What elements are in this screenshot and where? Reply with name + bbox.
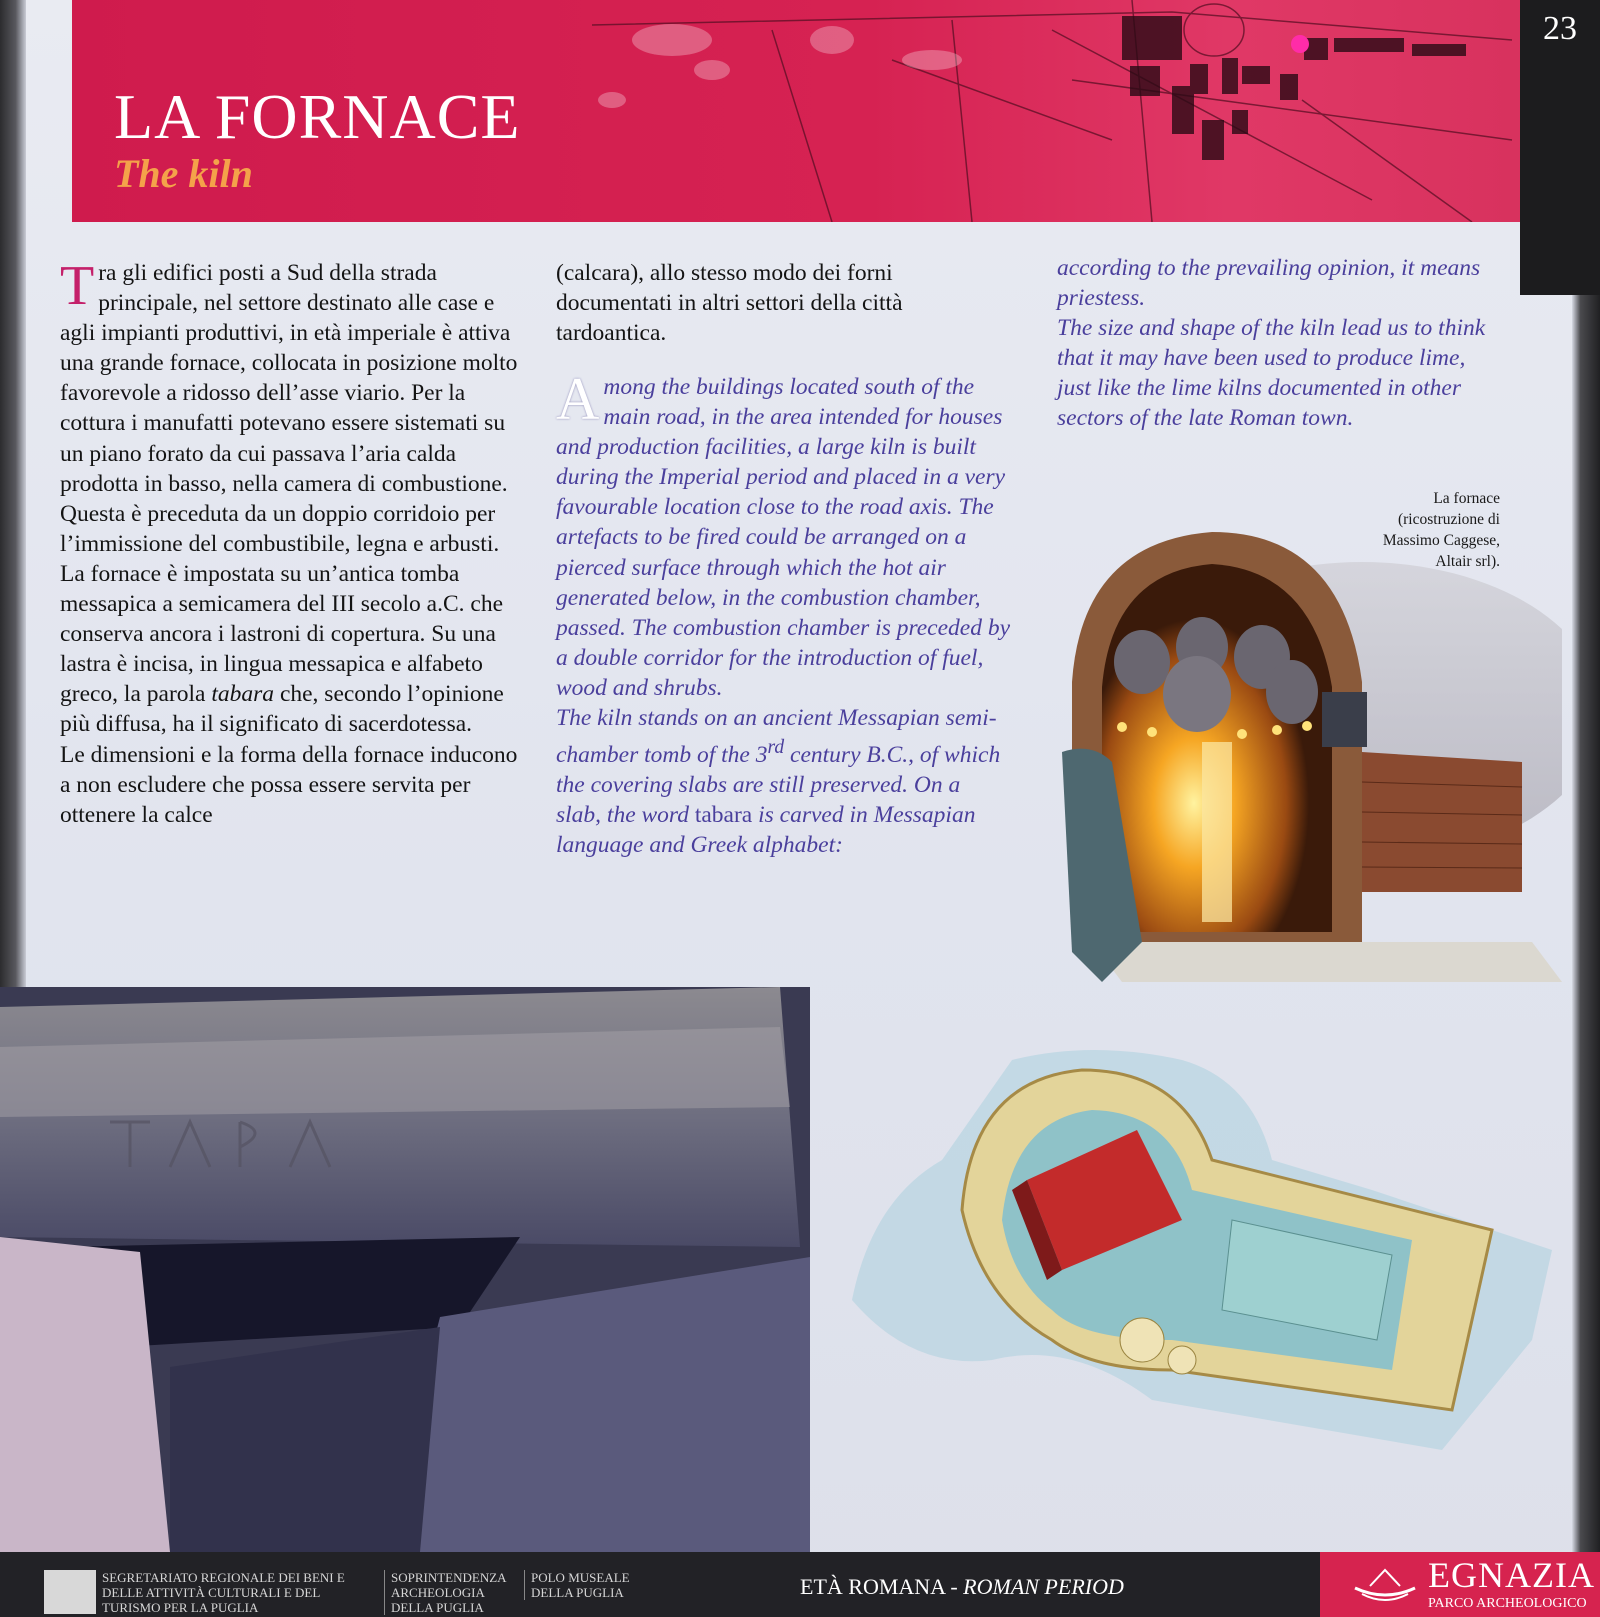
italian-paragraph-1 xyxy=(60,255,518,559)
header-band xyxy=(72,0,1520,222)
kiln-reconstruction-image xyxy=(1062,512,1562,1012)
footer-org-polo-museale: POLO MUSEALE DELLA PUGLIA xyxy=(524,1570,651,1600)
italian-paragraph-2: La fornace è impostata su un’antica tomba messapica a semicamera del III secolo a.C. che conserva ancora i lastroni di copertura. Su una lastra è incisa, in lingua messapica e alfabeto greco, la parola tabara che, secondo l’opinione più diffusa, ha il significato di sacerdotessa. xyxy=(60,560,504,738)
panel-subtitle: The kiln xyxy=(114,151,253,196)
english-paragraph-1: Among the buildings located south of the main road, in the area intended for houses and production facilities, a large kiln is built during the Imperial period and placed in a very favourable location close to the road axis. The artefacts to be fired could be arranged on a pierced surface through which the hot air generated below, in the combustion chamber, passed. The combustion chamber is preceded by a double corridor for the introduction of fuel, wood and shrubs. xyxy=(556,366,1011,701)
italian-paragraph-3: Le dimensioni e la forma della fornace inducono a non escludere che possa essere servita per ottenere la calce xyxy=(60,741,518,828)
english-drop-cap: A xyxy=(556,366,600,432)
brand-name: EGNAZIA xyxy=(1428,1555,1595,1595)
footer-bar xyxy=(0,1552,1600,1617)
italian-body: ra gli edifici posti a Sud della strada principale, nel settore destinato alle case e agli impianti produttivi, in età imperiale è attiva una grande fornace, collocata in posizione molto favorevole a ridosso dell’asse viario. Per la cottura i manufatti potevano essere sistemati su un piano forato da cui passava l’aria calda prodotta in basso, nella camera di combustione. Questa è preceduta da un doppio corridoio per l’immissione del combustibile, legna e arbusti. xyxy=(60,260,518,557)
kiln-caption: La fornace (ricostruzione di Massimo Caggese, Altair srl). xyxy=(1382,490,1500,570)
english-paragraph-2: The kiln stands on an ancient Messapian semi-chamber tomb of the 3rd century B.C., of which the covering slabs are still preserved. On a slab, the word tabara is carved in Messapian language and Greek alphabet: xyxy=(556,705,1001,859)
italian-tabara-word: tabara xyxy=(211,681,275,708)
brand-subtitle: PARCO ARCHEOLOGICO xyxy=(1428,1596,1587,1611)
english-text-column xyxy=(556,366,1011,860)
italian-text-column xyxy=(60,255,518,830)
page-number-tab xyxy=(1520,0,1600,295)
period-label: ETÀ ROMANA - ROMAN PERIOD xyxy=(800,1574,1124,1599)
tomb-slab-photo xyxy=(0,987,810,1552)
brand-block xyxy=(1320,1552,1600,1617)
italian-drop-cap: T xyxy=(60,255,95,317)
english-continuation: according to the prevailing opinion, it means priestess. The size and shape of the kiln lead us to think that it may have been used to produce lime, just like the lime kilns documented in other sectors of the late Roman town. xyxy=(1057,255,1486,432)
italian-continuation: (calcara), allo stesso modo dei forni documentati in altri settori della città tardoantica. xyxy=(556,260,903,347)
footer-org-soprintendenza: SOPRINTENDENZA ARCHEOLOGIA DELLA PUGLIA xyxy=(384,1570,521,1615)
panel-title: LA FORNACE xyxy=(114,81,521,152)
footer-org-segretariato: SEGRETARIATO REGIONALE DEI BENI E DELLE ATTIVITÀ CULTURALI E DEL TURISMO PER LA PUGLIA xyxy=(102,1570,345,1615)
ministry-logo-icon xyxy=(44,1570,96,1614)
page-number: 23 xyxy=(1543,10,1577,47)
english-tabara-word: tabara xyxy=(694,802,753,829)
ship-logo-icon xyxy=(1350,1566,1420,1606)
kiln-plan-drawing xyxy=(852,1040,1552,1450)
